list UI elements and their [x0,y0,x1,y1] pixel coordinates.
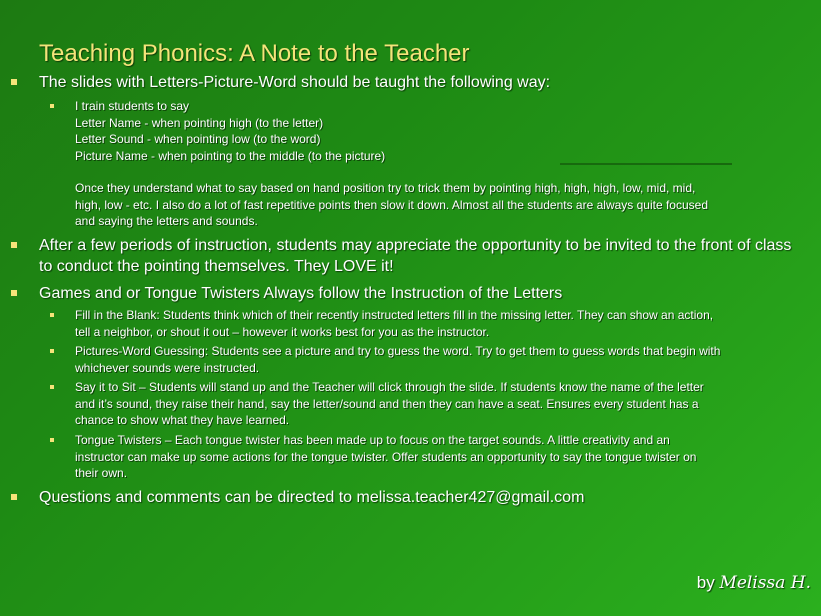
square-bullet-icon [11,494,17,500]
bullet-text: Games and or Tongue Twisters Always follow the Instruction of the Letters [39,285,563,302]
author-byline [697,573,811,593]
square-bullet-icon [50,349,54,353]
sub-text-line: Fill in the Blank: Students think which of their recently instructed letters fill in the missing letter. They can show an action, [75,308,714,322]
square-bullet-icon [11,290,17,296]
sub-text-line: their own. [75,466,128,480]
slide-title: Teaching Phonics: A Note to the Teacher [39,40,470,67]
sub-text-line: Letter Sound - when pointing low (to the word) [75,132,321,146]
author-signature: Melissa H. [719,573,811,593]
sub-text-line: Tongue Twisters – Each tongue twister has been made up to focus on the target sounds. A little creativity and an [75,433,670,447]
sub-text-line: I train students to say [75,99,190,113]
sub-text-line: tell a neighbor, or shout it out – however it works best for you as the instructor. [75,324,490,339]
sub-text-line: Once they understand what to say based on hand position try to trick them by pointing high, high, high, low, mid, mid, [75,181,696,195]
square-bullet-icon [50,385,54,389]
sub-text-line: and it’s sound, they raise their hand, say the letter/sound and then they can have a seat. Ensures every student has a [75,396,699,411]
square-bullet-icon [50,438,54,442]
square-bullet-icon [11,242,17,248]
square-bullet-icon [50,104,54,108]
sub-text-line: Pictures-Word Guessing: Students see a picture and try to guess the word. Try to get them to guess words that begin with [75,344,721,358]
sub-text-line: chance to show what they have learned. [75,413,290,427]
bullet-text: After a few periods of instruction, students may appreciate the opportunity to be invited to the front of class to conduct the pointing themselves. They LOVE it! [39,237,792,275]
sub-text-line: Picture Name - when pointing to the middle (to the picture) [75,148,386,163]
bullet-text: The slides with Letters-Picture-Word should be taught the following way: [39,74,551,91]
sub-text-line: Letter Name - when pointing high (to the letter) [75,115,324,130]
sub-text-line: and saying the letters and sounds. [75,214,258,228]
byline-prefix: by [696,573,715,592]
sub-text-line: high, low - etc. I also do a lot of fast repetitive points then slow it down. Almost all the students are always quite focused [75,197,709,212]
sub-text-line: Say it to Sit – Students will stand up and the Teacher will click through the slide. If students know the name of the letter [75,380,704,394]
sub-text-line: instructor can make up some actions for the tongue twister. Offer students an opportunity to say the tongue twister on [75,449,697,464]
sub-text-line: whichever sounds were instructed. [75,360,260,375]
bullet-text: Questions and comments can be directed to melissa.teacher427@gmail.com [39,489,585,506]
square-bullet-icon [50,313,54,317]
square-bullet-icon [11,79,17,85]
